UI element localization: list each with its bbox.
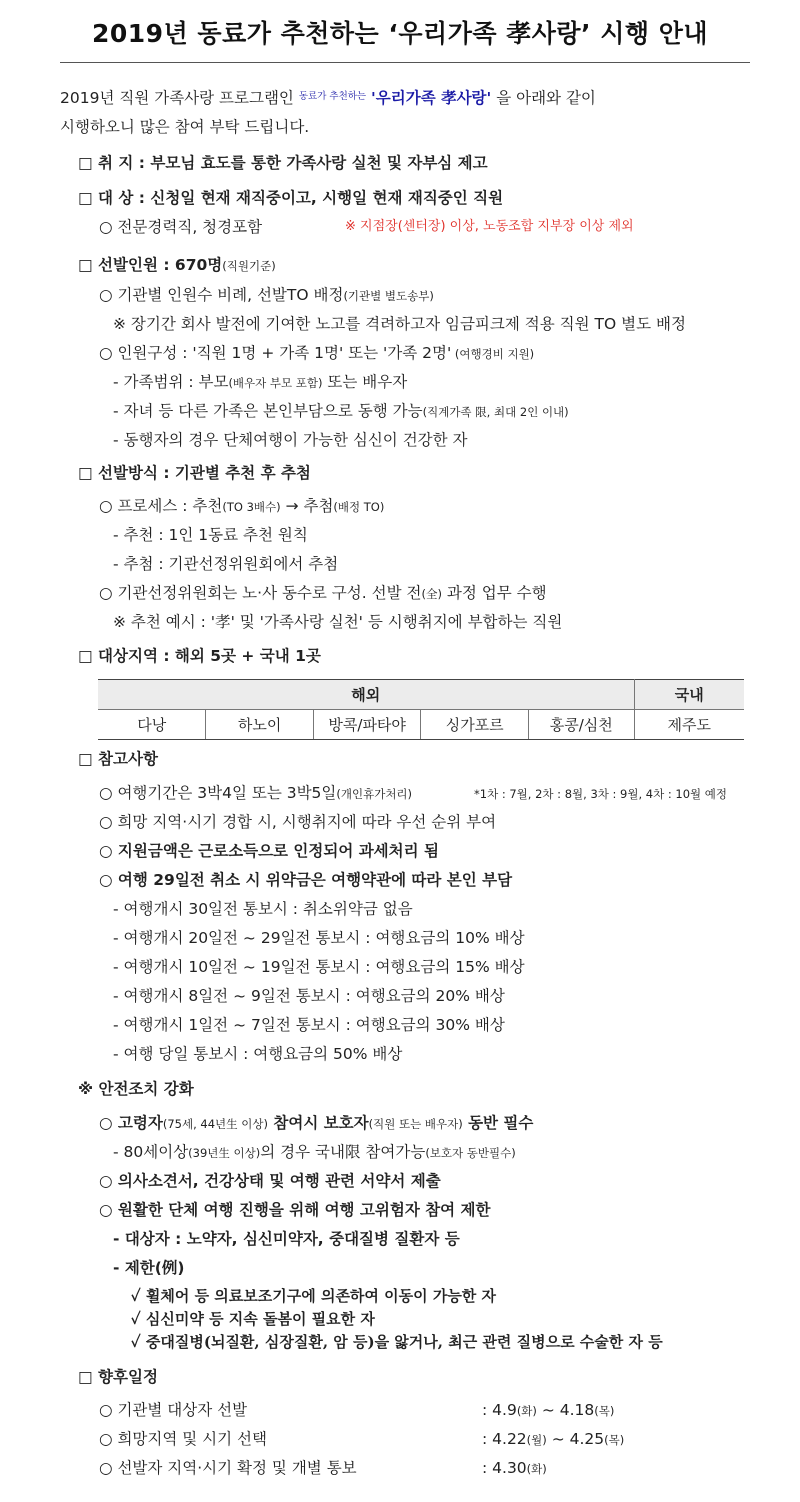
restriction-examples: - 제한(例) [113, 1259, 185, 1277]
text: ○ 고령자 [99, 1114, 163, 1132]
region-cell: 제주도 [634, 710, 744, 740]
penalty-item: - 여행개시 20일전 ~ 29일전 통보시 : 여행요금의 10% 배상 [113, 929, 525, 947]
note: (75세, 44년生 이상) [162, 1117, 268, 1131]
note: (배우자 부모 포함) [228, 376, 323, 390]
regions-body-row [98, 710, 744, 740]
weekday: (목) [604, 1433, 625, 1447]
region-cell: 방콕/파타야 [313, 710, 421, 740]
family-scope [113, 371, 407, 394]
text: - 가족범위 : 부모 [113, 373, 229, 391]
selection-count-label: □ 선발인원 : 670명 [78, 256, 223, 274]
schedule-date [482, 1428, 624, 1451]
safety-heading: ※ 안전조치 강화 [78, 1080, 194, 1098]
intro-small-text: 동료가 추천하는 [298, 91, 367, 102]
regions-table [98, 679, 744, 740]
target-heading: □ 대 상 : 신청일 현재 재직중이고, 시행일 현재 재직중인 직원 [78, 189, 504, 207]
trip-schedule-note: *1차 : 7월, 2차 : 8월, 3차 : 9월, 4차 : 10월 예정 [474, 787, 728, 801]
schedule-task: ○ 선발자 지역·시기 확정 및 개별 통보 [99, 1459, 357, 1477]
penalty-item: - 여행개시 30일전 통보시 : 취소위약금 없음 [113, 900, 413, 918]
restriction-check-item: ✓ 심신미약 등 지속 돌봄이 필요한 자 [131, 1310, 375, 1328]
note: (직원 또는 배우자) [368, 1117, 463, 1131]
text: - 자녀 등 다른 가족은 본인부담으로 동행 가능 [113, 402, 423, 420]
program-name: '우리가족 孝사랑' [371, 89, 492, 107]
schedule-heading: □ 향후일정 [78, 1368, 158, 1386]
region-cell: 하노이 [206, 710, 313, 740]
region-cell: 싱가포르 [421, 710, 528, 740]
purpose-heading: □ 취 지 : 부모님 효도를 통한 가족사랑 실천 및 자부심 제고 [78, 154, 488, 172]
text: 의 경우 국내限 참여가능 [260, 1143, 426, 1161]
text: → 추첨 [280, 497, 334, 515]
penalty-item: - 여행개시 10일전 ~ 19일전 통보시 : 여행요금의 15% 배상 [113, 958, 525, 976]
region-cell: 홍콩/심천 [528, 710, 634, 740]
penalty-item: - 여행개시 1일전 ~ 7일전 통보시 : 여행요금의 30% 배상 [113, 1016, 505, 1034]
recommendation-line: - 추천 : 1인 1동료 추천 원칙 [113, 526, 308, 544]
weekday: (화) [516, 1404, 537, 1418]
text: ○ 프로세스 : 추천 [99, 497, 223, 515]
overseas-header: 해외 [98, 680, 634, 710]
date: ~ 4.18 [536, 1401, 595, 1419]
penalty-item: - 여행개시 8일전 ~ 9일전 통보시 : 여행요금의 20% 배상 [113, 987, 505, 1005]
regions-header-row [98, 680, 744, 710]
page-title: 2019년 동료가 추천하는 ‘우리가족 孝사랑’ 시행 안내 [92, 19, 708, 48]
item-note: (여행경비 지원) [451, 347, 535, 361]
item-text: ○ 기관별 인원수 비례, 선발TO 배정 [99, 286, 344, 304]
committee-line [99, 582, 547, 605]
date: ~ 4.25 [546, 1430, 605, 1448]
elderly-line [99, 1112, 533, 1135]
note: (개인휴가처리) [336, 787, 413, 801]
text: 동반 필수 [462, 1114, 534, 1132]
intro-line-1 [60, 86, 596, 109]
trip-period-line [99, 782, 412, 805]
cancellation-line: ○ 여행 29일전 취소 시 위약금은 여행약관에 따라 본인 부담 [99, 871, 513, 889]
recommendation-example: ※ 추천 예시 : '孝' 및 '가족사랑 실천' 등 시행취지에 부합하는 직원 [113, 613, 563, 631]
text: 과정 업무 수행 [441, 584, 547, 602]
companion-health: - 동행자의 경우 단체여행이 가능한 심신이 건강한 자 [113, 431, 468, 449]
target-exclusion: ※ 지점장(센터장) 이상, 노동조합 지부장 이상 제외 [345, 219, 634, 234]
item-text: ○ 인원구성 : '직원 1명 + 가족 1명' 또는 '가족 2명' [99, 344, 452, 362]
text: ○ 여행기간은 3박4일 또는 3박5일 [99, 784, 337, 802]
schedule-task: ○ 기관별 대상자 선발 [99, 1401, 248, 1419]
process-line [99, 495, 384, 518]
weekday: (화) [526, 1462, 547, 1476]
weekday: (월) [526, 1433, 547, 1447]
over-80-line [113, 1141, 516, 1164]
schedule-task: ○ 희망지역 및 시기 선택 [99, 1430, 267, 1448]
text: - 80세이상 [113, 1143, 189, 1161]
note: (직계가족 限, 최대 2인 이내) [422, 405, 569, 419]
restriction-check-item: ✓ 중대질병(뇌질환, 심장질환, 암 등)을 앓거나, 최근 관련 질병으로 수술한 자 등 [131, 1333, 663, 1351]
restriction-check-item: ✓ 휠체어 등 의료보조기구에 의존하여 이동이 가능한 자 [131, 1287, 497, 1305]
text: 참여시 보호자 [268, 1114, 369, 1132]
selection-method-heading: □ 선발방식 : 기관별 추천 후 추첨 [78, 464, 311, 482]
high-risk-target: - 대상자 : 노약자, 심신미약자, 중대질병 질환자 등 [113, 1230, 460, 1248]
selection-count-item-1 [99, 284, 434, 307]
note: (TO 3배수) [222, 500, 281, 514]
tax-line: ○ 지원금액은 근로소득으로 인정되어 과세처리 됨 [99, 842, 439, 860]
region-cell: 다낭 [98, 710, 206, 740]
notes-heading: □ 참고사항 [78, 750, 158, 768]
medical-docs-line: ○ 의사소견서, 건강상태 및 여행 관련 서약서 제출 [99, 1172, 441, 1190]
schedule-date [482, 1399, 614, 1422]
date: : 4.9 [482, 1401, 517, 1419]
date: : 4.30 [482, 1459, 527, 1477]
weekday: (목) [594, 1404, 615, 1418]
intro-text-end: 을 아래와 같이 [491, 89, 596, 107]
priority-line: ○ 희망 지역·시기 경합 시, 시행취지에 따라 우선 순위 부여 [99, 813, 497, 831]
text: ○ 기관선정위원회는 노·사 동수로 구성. 선발 전 [99, 584, 422, 602]
intro-text: 2019년 직원 가족사랑 프로그램인 [60, 89, 299, 107]
high-risk-line: ○ 원활한 단체 여행 진행을 위해 여행 고위험자 참여 제한 [99, 1201, 491, 1219]
note: (보호자 동반필수) [425, 1146, 516, 1160]
draw-line: - 추첨 : 기관선정위원회에서 추첨 [113, 555, 339, 573]
date: : 4.22 [482, 1430, 527, 1448]
selection-count-item-2 [99, 342, 534, 365]
target-sub: ○ 전문경력직, 청경포함 [99, 218, 263, 236]
title-divider [60, 62, 750, 63]
selection-count-heading [78, 254, 276, 277]
penalty-item: - 여행 당일 통보시 : 여행요금의 50% 배상 [113, 1045, 403, 1063]
domestic-header: 국내 [634, 680, 744, 710]
regions-heading: □ 대상지역 : 해외 5곳 + 국내 1곳 [78, 647, 321, 665]
intro-line-2: 시행하오니 많은 참여 부탁 드립니다. [60, 118, 310, 136]
note: (全) [421, 587, 442, 601]
item-note: (기관별 별도송부) [343, 289, 434, 303]
schedule-date [482, 1457, 547, 1480]
selection-count-note-1: ※ 장기간 회사 발전에 기여한 노고를 격려하고자 임금피크제 적용 직원 TO 별도 배정 [113, 315, 686, 333]
children-companion [113, 400, 569, 423]
text: 또는 배우자 [322, 373, 408, 391]
note: (배정 TO) [333, 500, 385, 514]
selection-count-note: (직원기준) [222, 259, 276, 273]
note: (39년生 이상) [188, 1146, 261, 1160]
